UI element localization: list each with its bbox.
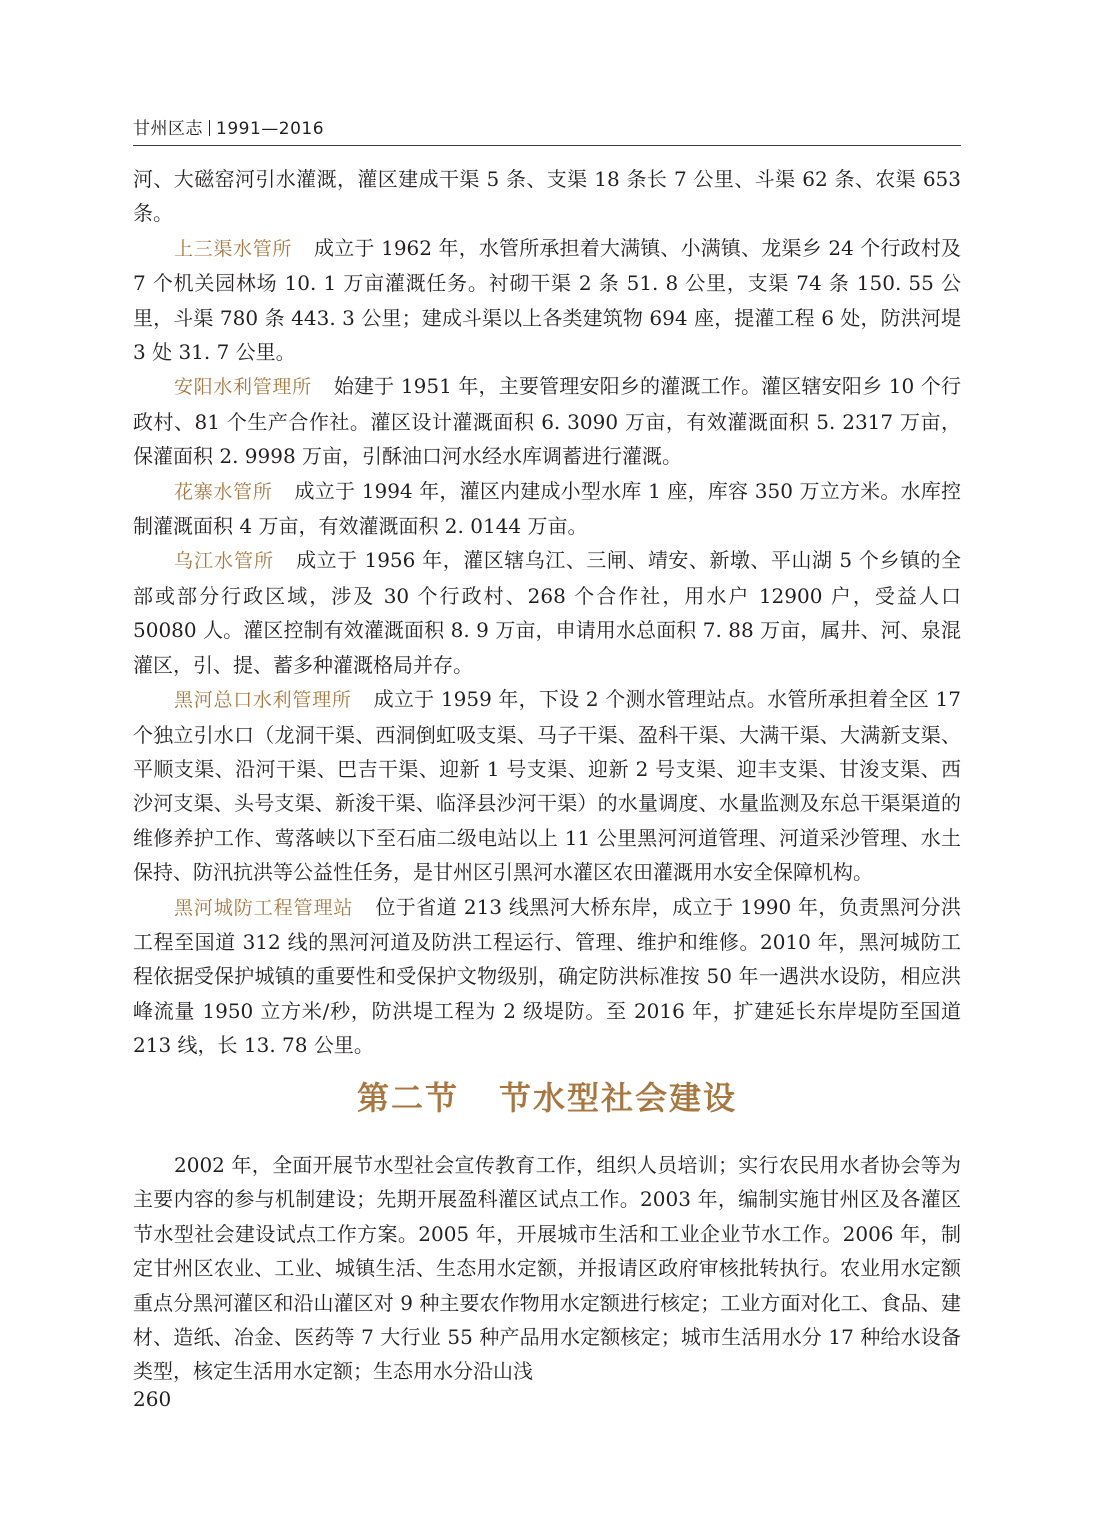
entry-term: 上三渠水管所 (174, 237, 293, 260)
paragraph-anyang (133, 369, 961, 473)
section-paragraph: 2002 年，全面开展节水型社会宣传教育工作，组织人员培训；实行农民用水者协会等为主要内容的参与机制建设；先期开展盈科灌区试点工作。2003 年，编制实施甘州区及各灌区节水型社会建设试点工作方案。2005 年，开展城市生活和工业企业节水工作。2006 年，制定甘州区农业、工业、城镇生活、生态用水定额，并报请区政府审核批转执行。农业用水定额重点分黑河灌区和沿山灌区对 9 种主要农作物用水定额进行核定；工业方面对化工、食品、建材、造纸、冶金、医药等 7 大行业 55 种产品用水定额核定；城市生活用水分 17 种给水设备类型，核定生活用水定额；生态用水分沿山浅 (133, 1153, 961, 1384)
paragraph-text: 成立于 1962 年，水管所承担着大满镇、小满镇、龙渠乡 24 个行政村及 7 个机关园林场 10. 1 万亩灌溉任务。衬砌干渠 2 条 51. 8 公里，支渠 74 条 150. 55 公里，斗渠 780 条 443. 3 公里；建成斗渠以上各类建筑物 694 座，提灌工程 6 处，防洪河堤 3 处 31. 7 公里。 (133, 235, 961, 365)
section-text (133, 1148, 961, 1389)
paragraph-huazhai (133, 474, 961, 544)
running-header (133, 117, 961, 146)
section-heading (133, 1076, 961, 1120)
paragraph-text: 始建于 1951 年，主要管理安阳乡的灌溉工作。灌区辖安阳乡 10 个行政村、81 个生产合作社。灌区设计灌溉面积 6. 3090 万亩，有效灌溉面积 5. 2317 万亩，保灌面积 2. 9998 万亩，引酥油口河水经水库调蓄进行灌溉。 (133, 374, 961, 469)
paragraph-text: 成立于 1959 年，下设 2 个测水管理站点。水管所承担着全区 17 个独立引水口（龙洞干渠、西洞倒虹吸支渠、马子干渠、盈科干渠、大满干渠、大满新支渠、平顺支渠、沿河干渠、巴吉干渠、迎新 1 号支渠、迎新 2 号支渠、迎丰支渠、甘浚支渠、西沙河支渠、头号支渠、新浚干渠、临泽县沙河干渠）的水量调度、水量监测及东总干渠渠道的维修养护工作、莺落峡以下至石庙二级电站以上 11 公里黑河河道管理、河道采沙管理、水土保持、防汛抗洪等公益性任务，是甘州区引黑河水灌区农田灌溉用水安全保障机构。 (133, 687, 961, 885)
paragraph-continued (133, 162, 961, 231)
paragraph-heihe-zongkou (133, 682, 961, 889)
entry-term: 黑河总口水利管理所 (174, 689, 352, 712)
section-number: 第二节 (356, 1079, 459, 1117)
section-title-text: 节水型社会建设 (499, 1079, 738, 1117)
main-text (133, 162, 961, 1063)
page-number: 260 (133, 1387, 172, 1411)
header-separator (209, 120, 210, 136)
paragraph-text: 位于省道 213 线黑河大桥东岸，成立于 1990 年，负责黑河分洪工程至国道 312 线的黑河河道及防洪工程运行、管理、维护和维修。2010 年，黑河城防工程依据受保护城镇的重要性和受保护文物级别，确定防洪标准按 50 年一遇洪水设防，相应洪峰流量 1950 立方米/秒，防洪堤工程为 2 级堤防。至 2016 年，扩建延长东岸堤防至国道 213 线，长 13. 78 公里。 (133, 894, 961, 1058)
entry-term: 安阳水利管理所 (174, 376, 312, 399)
entry-term: 黑河城防工程管理站 (174, 896, 354, 919)
paragraph-wujiang (133, 543, 961, 682)
header-years: 1991—2016 (216, 119, 325, 139)
header-book-title: 甘州区志 (133, 119, 203, 139)
paragraph-text: 成立于 1994 年，灌区内建成小型水库 1 座，库容 350 万立方米。水库控制灌溉面积 4 万亩，有效灌溉面积 2. 0144 万亩。 (133, 478, 961, 539)
entry-term: 花寨水管所 (174, 480, 273, 503)
paragraph-shangsanqu (133, 231, 961, 370)
entry-term: 乌江水管所 (174, 550, 275, 573)
paragraph-text: 成立于 1956 年，灌区辖乌江、三闸、靖安、新墩、平山湖 5 个乡镇的全部或部分行政区域，涉及 30 个行政村、268 个合作社，用水户 12900 户，受益人口 50080 人。灌区控制有效灌溉面积 8. 9 万亩，申请用水总面积 7. 88 万亩，属井、河、泉混灌区，引、提、蓄多种灌溉格局并存。 (133, 548, 961, 677)
paragraph-heihe-chengfang (133, 890, 961, 1063)
paragraph-text: 河、大磁窑河引水灌溉，灌区建成干渠 5 条、支渠 18 条长 7 公里、斗渠 62 条、农渠 653 条。 (133, 167, 961, 226)
